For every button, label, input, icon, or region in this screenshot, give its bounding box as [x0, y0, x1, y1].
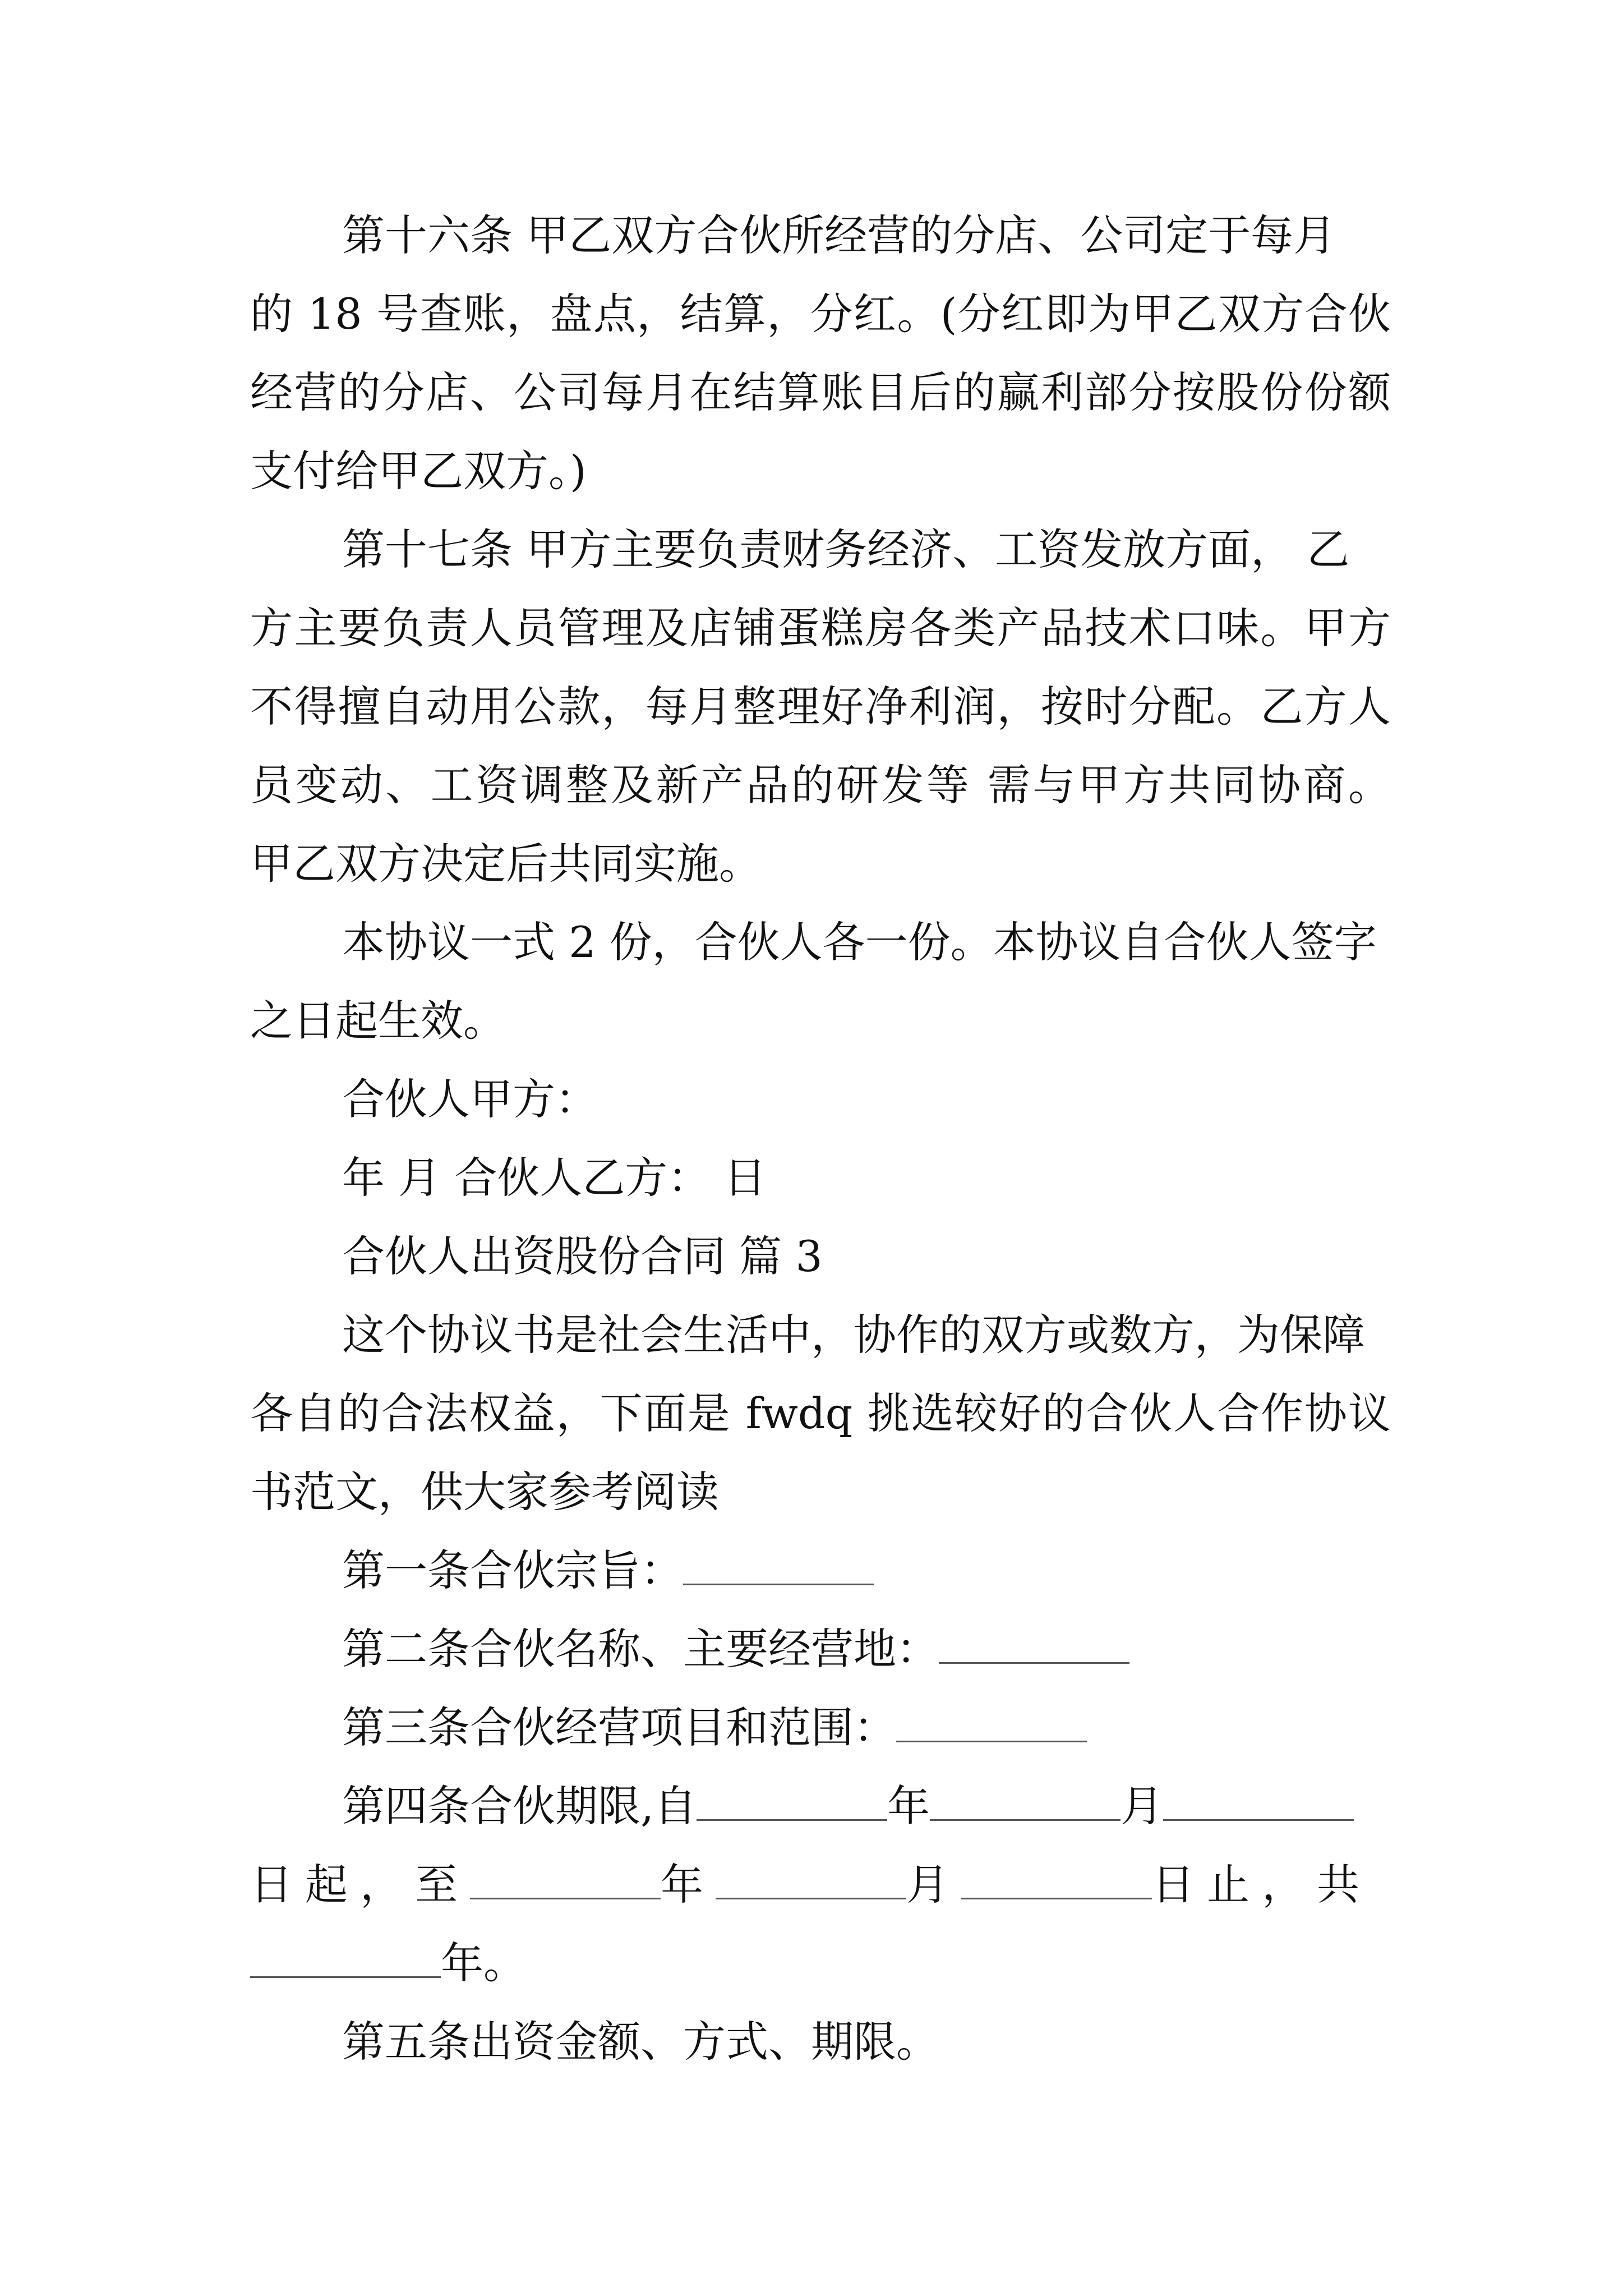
intro-line-3: 书范文，供大家参考阅读	[250, 1467, 719, 1517]
total-years-label: 年。	[441, 1938, 526, 1988]
blank-total-years[interactable]	[250, 1936, 441, 1978]
blank-scope[interactable]	[896, 1700, 1087, 1742]
blank-purpose[interactable]	[683, 1543, 874, 1585]
article-17-line-4: 员变动、工资调整及新产品的研发等 需与甲方共同协商。	[250, 760, 1391, 810]
article-16-line-2: 的 18 号查账，盘点，结算，分红。(分红即为甲乙双方合伙	[250, 289, 1391, 339]
article-4-line-2	[250, 1857, 1372, 1913]
article-1	[342, 1543, 874, 1599]
day-from-until-label: 日起，至	[250, 1860, 470, 1910]
blank-start-month[interactable]	[930, 1779, 1121, 1821]
article-2-label: 第二条合伙名称、主要经营地：	[342, 1624, 939, 1674]
article-4-line-3	[250, 1935, 526, 1991]
article-16-line-1: 第十六条 甲乙双方合伙所经营的分店、公司定于每月	[342, 210, 1336, 260]
article-16-line-4: 支付给甲乙双方。)	[250, 446, 587, 496]
blank-end-month[interactable]	[716, 1857, 906, 1899]
section-heading: 合伙人出资股份合同 篇 3	[342, 1231, 823, 1281]
partner-a-signature: 合伙人甲方：	[342, 1074, 598, 1124]
article-3	[342, 1700, 1087, 1756]
partner-b-signature-date: 年 月 合伙人乙方： 日	[342, 1153, 767, 1203]
article-4-label: 第四条合伙期限,自	[342, 1781, 697, 1831]
intro-line-2: 各自的合法权益，下面是 fwdq 挑选较好的合伙人合作协议	[250, 1388, 1391, 1438]
article-17-line-2: 方主要负责人员管理及店铺蛋糕房各类产品技术口味。甲方	[250, 603, 1391, 653]
blank-name-location[interactable]	[939, 1622, 1129, 1664]
blank-end-year[interactable]	[470, 1857, 661, 1899]
end-month-label: 月	[906, 1860, 961, 1910]
year-label: 年	[887, 1781, 930, 1831]
article-5: 第五条出资金额、方式、期限。	[342, 2017, 939, 2067]
article-17-line-5: 甲乙双方决定后共同实施。	[250, 839, 762, 889]
intro-line-1: 这个协议书是社会生活中，协作的双方或数方，为保障	[342, 1310, 1365, 1360]
blank-start-year[interactable]	[697, 1779, 887, 1821]
article-16-line-3: 经营的分店、公司每月在结算账目后的赢利部分按股份份额	[250, 367, 1391, 417]
agreement-copies-line-1: 本协议一式 2 份，合伙人各一份。本协议自合伙人签字	[342, 917, 1377, 967]
article-1-label: 第一条合伙宗旨：	[342, 1545, 683, 1595]
agreement-copies-line-2: 之日起生效。	[250, 996, 506, 1046]
article-4-line-1	[342, 1778, 1354, 1834]
end-year-label: 年	[661, 1860, 716, 1910]
day-end-total-label: 日止，共	[1152, 1860, 1372, 1910]
article-17-line-1: 第十七条 甲方主要负责财务经济、工资发放方面， 乙	[342, 524, 1350, 574]
article-3-label: 第三条合伙经营项目和范围：	[342, 1703, 896, 1752]
article-2	[342, 1621, 1129, 1677]
month-label: 月	[1121, 1781, 1164, 1831]
article-17-line-3: 不得擅自动用公款，每月整理好净利润，按时分配。乙方人	[250, 682, 1391, 731]
blank-start-day[interactable]	[1163, 1779, 1354, 1821]
blank-end-day[interactable]	[961, 1857, 1152, 1899]
